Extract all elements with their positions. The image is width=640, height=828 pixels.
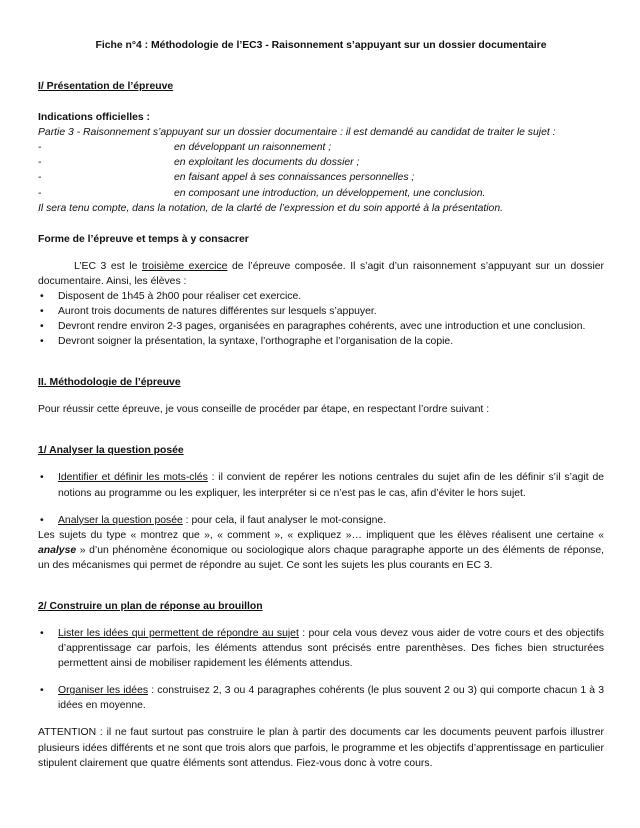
bullet-text: Devront soigner la présentation, la syntaxe, l’orthographe et l’organisation de la copie. — [58, 336, 454, 348]
step1-paragraph — [38, 528, 604, 573]
list-item — [38, 513, 604, 528]
dash-marker: - — [38, 157, 42, 169]
step2-b1-text: : pour cela vous devez vous aider de votre cours et des objectifs d’apprentissage car parfois, les éléments attendus sont précisés entre parenthèses. Des fiches bien structurées permettent ainsi de mobiliser rapidement les éléments attendus. — [58, 628, 604, 670]
dash-item — [38, 170, 604, 185]
bullet-icon: • — [40, 306, 44, 318]
step2-list-a — [38, 626, 604, 671]
step1-b1-text: : il convient de repérer les notions centrales du sujet afin de les définir s’il s’agit de notions au programme ou les expliquer, les interpréter si ce n’est pas le cas, afin d’éviter le hors sujet. — [58, 472, 604, 499]
form-bullet-list — [38, 289, 604, 349]
document-page — [38, 38, 604, 771]
step1-para-a: Les sujets du type « montrez que », « comment », « expliquez »… impliquent que les élèves réalisent une certaine « — [38, 529, 604, 541]
step1-b2-text: : pour cela, il faut analyser le mot-consigne. — [182, 514, 387, 526]
dash-item-text: en développant un raisonnement ; — [174, 142, 332, 154]
section1-heading: I/ Présentation de l’épreuve — [38, 81, 174, 93]
step1-heading: 1/ Analyser la question posée — [38, 445, 184, 457]
attention-paragraph: ATTENTION : il ne faut surtout pas construire le plan à partir des documents car les documents peuvent parfois illustrer plusieurs idées différents et ne sont que trois alors que parfois, le programme et les objectifs d’apprentissage en particulier stipulent clairement que quatre éléments sont attendus. Fiez-vous donc à votre cours. — [38, 727, 604, 769]
dash-item-text: en exploitant les documents du dossier ; — [174, 157, 360, 169]
bullet-icon: • — [40, 685, 44, 697]
bullet-icon: • — [40, 514, 44, 526]
dash-item-text: en composant une introduction, un développement, une conclusion. — [174, 187, 486, 199]
list-item — [38, 334, 604, 349]
document-title: Fiche n°4 : Méthodologie de l’EC3 - Raisonnement s’appuyant sur un dossier documentaire — [95, 40, 547, 51]
list-item — [38, 289, 604, 304]
step2-list-b — [38, 683, 604, 713]
dash-item — [38, 155, 604, 170]
bullet-icon: • — [40, 321, 44, 333]
official-intro: Partie 3 - Raisonnement s’appuyant sur un dossier documentaire : il est demandé au candidat de traiter le sujet : — [38, 127, 556, 139]
step2-b1-label: Lister les idées qui permettent de répondre au sujet — [58, 628, 299, 640]
form-para-underlined: troisième exercice — [141, 260, 228, 272]
dash-item — [38, 186, 604, 201]
bullet-icon: • — [40, 472, 44, 484]
form-para-pre: L’EC 3 est le — [74, 260, 142, 272]
step2-b2-text: : construisez 2, 3 ou 4 paragraphes cohérents (le plus souvent 2 ou 3) qui comporte chacun 1 à 3 idées en moyenne. — [58, 685, 604, 712]
step1-para-c: » d’un phénomène économique ou sociologique alors chaque paragraphe apporte un des éléments de réponse, un des mécanismes qui permet de répondre au sujet. Ce sont les sujets les plus courants en EC 3. — [38, 544, 604, 571]
step1-b1-label: Identifier et définir les mots-clés — [58, 472, 208, 484]
list-item — [38, 304, 604, 319]
step1-list-a — [38, 470, 604, 500]
step2-heading: 2/ Construire un plan de réponse au brouillon — [38, 600, 263, 612]
list-item — [38, 319, 604, 334]
step1-list-b — [38, 513, 604, 528]
official-dash-list — [38, 140, 604, 200]
form-heading: Forme de l’épreuve et temps à y consacrer — [38, 233, 249, 245]
step2-b2-label: Organiser les idées — [58, 685, 149, 697]
list-item — [38, 626, 604, 671]
official-outro: Il sera tenu compte, dans la notation, de la clarté de l’expression et du soin apporté à la présentation. — [38, 202, 503, 214]
bullet-icon: • — [40, 290, 44, 302]
list-item — [38, 683, 604, 713]
step1-b2-label: Analyser la question posée — [58, 514, 183, 526]
section2-heading: II. Méthodologie de l’épreuve — [38, 377, 181, 389]
dash-marker: - — [38, 187, 42, 199]
dash-marker: - — [38, 172, 42, 184]
bullet-icon: • — [40, 336, 44, 348]
section2-intro: Pour réussir cette épreuve, je vous conseille de procéder par étape, en respectant l’ordre suivant : — [38, 404, 490, 416]
bullet-icon: • — [40, 628, 44, 640]
form-para-post: de l’épreuve composée. Il s’agit d’un raisonnement s’appuyant sur un dossier documentaire. Ainsi, les élèves : — [38, 260, 604, 287]
dash-item — [38, 140, 604, 155]
dash-marker: - — [38, 142, 42, 154]
step1-para-emphasis: analyse — [38, 544, 77, 556]
bullet-text: Auront trois documents de natures différentes sur lesquels s’appuyer. — [58, 306, 377, 318]
form-paragraph — [38, 259, 604, 289]
bullet-text: Devront rendre environ 2-3 pages, organisées en paragraphes cohérents, avec une introduction et une conclusion. — [58, 321, 586, 333]
bullet-text: Disposent de 1h45 à 2h00 pour réaliser cet exercice. — [58, 290, 302, 302]
official-heading: Indications officielles : — [38, 112, 151, 124]
list-item — [38, 470, 604, 500]
dash-item-text: en faisant appel à ses connaissances personnelles ; — [174, 172, 415, 184]
